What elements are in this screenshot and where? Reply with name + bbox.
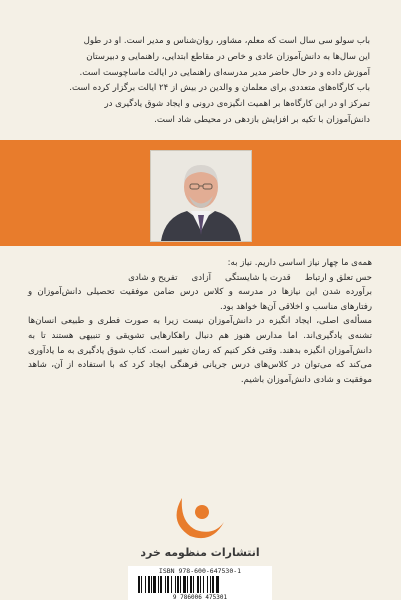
barcode-bar [207, 576, 208, 593]
barcode-bar [180, 576, 181, 593]
author-portrait [150, 150, 252, 242]
barcode-bar [158, 576, 159, 593]
publisher-logo-icon [160, 492, 240, 542]
description-paragraph-1: برآورده شدن این نیازها در مدرسه و کلاس درس ضامن موفقیت تحصیلی دانش‌آموزان و رفتارهای مناسب و اخلاقی آن‌ها خواهد بود. [28, 287, 372, 312]
barcode-bar [151, 576, 152, 593]
author-bio [30, 34, 370, 129]
bio-line: آموزش داده و در حال حاضر مدیر مدرسه‌ای راهنمایی در ایالت ماساچوست است. [79, 67, 370, 78]
barcode-bar [200, 576, 201, 593]
need-item: آزادی [191, 272, 212, 283]
portrait-illustration [151, 151, 251, 241]
isbn-text: ISBN 978-600-647530-1 [158, 567, 242, 575]
barcode-bar [171, 576, 172, 593]
bio-line: تمرکز او در این کارگاه‌ها بر اهمیت انگیزه‌ی درونی و ایجاد شوق یادگیری در [104, 99, 370, 110]
barcode-bar [177, 576, 179, 593]
need-item: تفریح و شادی [128, 272, 178, 283]
barcode-bar [165, 576, 166, 593]
barcode-bars [134, 576, 266, 600]
barcode-bar [210, 576, 211, 593]
publisher-name: انتشارات منظومه خرد [140, 546, 260, 559]
barcode-bar [175, 576, 176, 593]
barcode-bar [141, 576, 142, 593]
barcode-bar [153, 576, 156, 593]
needs-intro: همه‌ی ما چهار نیاز اساسی داریم. نیاز به: [227, 258, 372, 268]
bio-line: این سال‌ها به دانش‌آموزان عادی و خاص در مقاطع ابتدایی، راهنمایی و دبیرستان [86, 51, 370, 62]
barcode-bar [203, 576, 204, 593]
barcode-digits: 9 786006 475301 [172, 594, 228, 600]
barcode-bar [160, 576, 162, 593]
description-paragraph-2: مسأله‌ی اصلی، ایجاد انگیزه در دانش‌آموزان نیست زیرا به صورت فطری و طبیعی انسان‌ها تشنه‌ی یادگیری‌اند. اما مدارس هنوز هم دنبال راهکارهایی تشویقی و تنبیهی هستند تا به دانش‌آموزان انگیزه بدهند. وقتی فکر کنیم که زمان تغییر است. کتاب شوق یادگیری به ما یادآوری می‌کند که می‌توان در کلاس‌های درس جریانی فرهنگی ایجاد کرد که با استفاده از آن، شاهد موفقیت و شادی دانش‌آموزان باشیم. [28, 316, 372, 385]
barcode-bar [212, 576, 214, 593]
need-item: قدرت یا شایستگی [225, 272, 291, 283]
book-description [28, 256, 372, 387]
barcode-bar [216, 576, 219, 593]
needs-list [28, 271, 372, 286]
barcode [128, 566, 272, 600]
barcode-bar [190, 576, 192, 593]
barcode-bar [197, 576, 199, 593]
bio-line: باب سولو سی سال است که معلم، مشاور، روان‌شناس و مدیر است. او در طول [83, 36, 370, 46]
barcode-bar [138, 576, 140, 593]
barcode-bar [148, 576, 150, 593]
barcode-bar [187, 576, 188, 593]
barcode-bar [145, 576, 146, 593]
barcode-bar [193, 576, 194, 593]
barcode-bar [183, 576, 186, 593]
barcode-bar [167, 576, 169, 593]
need-item: حس تعلق و ارتباط [304, 272, 372, 283]
bio-line: دانش‌آموزان با تکیه بر افزایش بازدهی در محیطی شاد است. [154, 114, 370, 125]
bio-line: باب کارگاه‌های متعددی برای معلمان و والدین در بیش از ۲۴ ایالت برگزار کرده است. [69, 83, 370, 94]
